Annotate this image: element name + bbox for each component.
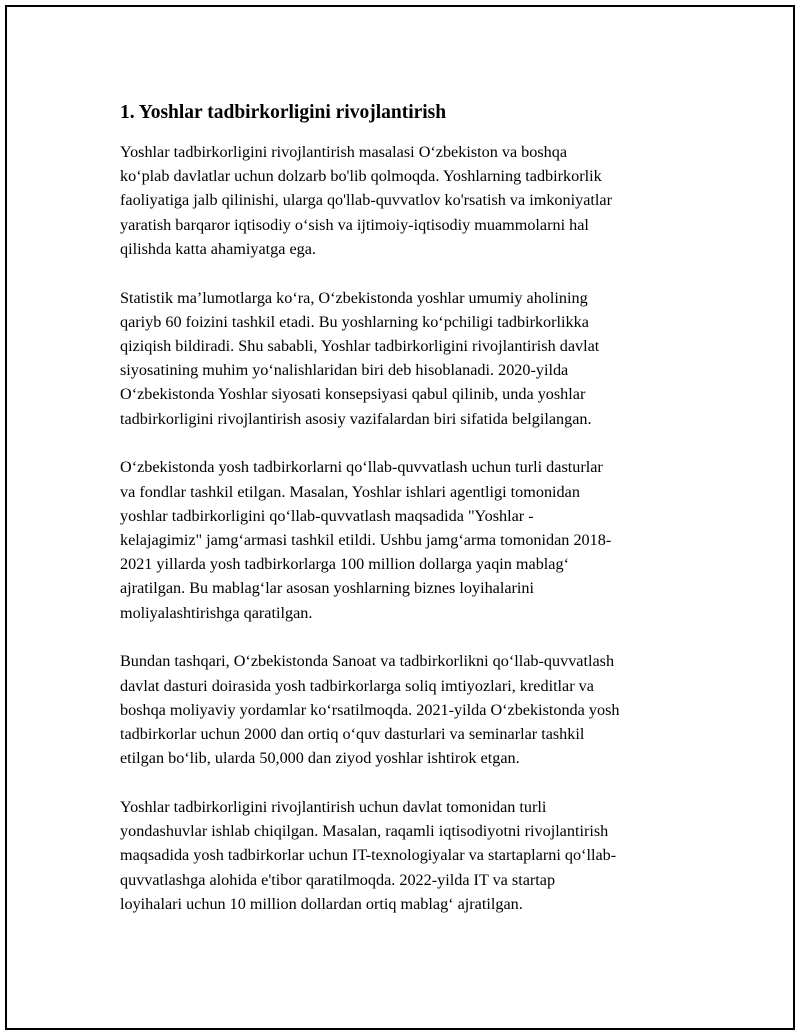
paragraph-line: boshqa moliyaviy yordamlar ko‘rsatilmoqda. 2021-yilda O‘zbekistonda yosh [120,700,620,719]
paragraph-line: 2021 yillarda yosh tadbirkorlarga 100 million dollarga yaqin mablag‘ [120,555,569,574]
paragraph-line: yaratish barqaror iqtisodiy o‘sish va ijtimoiy-iqtisodiy muammolarni hal [120,215,589,234]
paragraph-line: ajratilgan. Bu mablag‘lar asosan yoshlarning biznes loyihalarini [120,579,535,598]
paragraph-line: Yoshlar tadbirkorligini rivojlantirish masalasi O‘zbekiston va boshqa [120,143,568,161]
paragraph-line: moliyalashtirishga qaratilgan. [120,603,313,622]
paragraph-line: qiziqish bildiradi. Shu sababli, Yoshlar tadbirkorligini rivojlantirish davlat [120,337,600,356]
paragraph-2 [120,286,695,431]
paragraph-line: yoshlar tadbirkorligini qo‘llab-quvvatlash maqsadida "Yoshlar - [120,506,534,525]
paragraph-line: O‘zbekistonda yosh tadbirkorlarni qo‘llab-quvvatlash uchun turli dasturlar [120,458,603,477]
paragraph-line: Statistik ma’lumotlarga ko‘ra, O‘zbekistonda yoshlar umumiy aholining [120,288,588,307]
paragraph-line: quvvatlashga alohida e'tibor qaratilmoqda. 2022-yilda IT va startap [120,870,556,889]
paragraph-line: tadbirkorlar uchun 2000 dan ortiq o‘quv dasturlari va seminarlar tashkil [120,725,585,744]
paragraph-line: Yoshlar tadbirkorligini rivojlantirish uchun davlat tomonidan turli [120,798,547,817]
document-body [120,97,695,941]
paragraph-1 [120,140,695,261]
paragraph-line: qilishda katta ahamiyatga ega. [120,239,316,258]
paragraph-line: ko‘plab davlatlar uchun dolzarb bo'lib qolmoqda. Yoshlarning tadbirkorlik [120,167,602,186]
paragraph-line: Bundan tashqari, O‘zbekistonda Sanoat va tadbirkorlikni qo‘llab-quvvatlash [120,652,615,671]
paragraph-4 [120,649,695,770]
paragraph-line: va fondlar tashkil etilgan. Masalan, Yoshlar ishlari agentligi tomonidan [120,482,580,501]
paragraph-line: yondashuvlar ishlab chiqilgan. Masalan, raqamli iqtisodiyotni rivojlantirish [120,822,609,841]
paragraph-line: etilgan bo‘lib, ularda 50,000 dan ziyod yoshlar ishtirok etgan. [120,749,520,768]
page-frame [5,5,795,1030]
section-heading: 1. Yoshlar tadbirkorligini rivojlantirish [120,102,447,123]
paragraph-line: siyosatining muhim yo‘nalishlaridan biri deb hisoblanadi. 2020-yilda [120,361,569,380]
paragraph-line: faoliyatiga jalb qilinishi, ularga qo'llab-quvvatlov ko'rsatish va imkoniyatlar [120,191,612,210]
paragraph-line: maqsadida yosh tadbirkorlar uchun IT-texnologiyalar va startaplarni qo‘llab- [120,846,617,865]
paragraph-line: loyihalari uchun 10 million dollardan ortiq mablag‘ ajratilgan. [120,894,523,913]
paragraph-line: kelajagimiz" jamg‘armasi tashkil etildi. Ushbu jamg‘arma tomonidan 2018- [120,531,612,550]
paragraph-5 [120,795,695,916]
paragraph-line: qariyb 60 foizini tashkil etadi. Bu yoshlarning ko‘pchiligi tadbirkorlikka [120,312,589,331]
paragraph-3 [120,455,695,624]
paragraph-line: davlat dasturi doirasida yosh tadbirkorlarga soliq imtiyozlari, kreditlar va [120,676,594,695]
paragraph-line: O‘zbekistonda Yoshlar siyosati konsepsiyasi qabul qilinib, unda yoshlar [120,385,586,404]
paragraph-line: tadbirkorligini rivojlantirish asosiy vazifalardan biri sifatida belgilangan. [120,409,592,428]
